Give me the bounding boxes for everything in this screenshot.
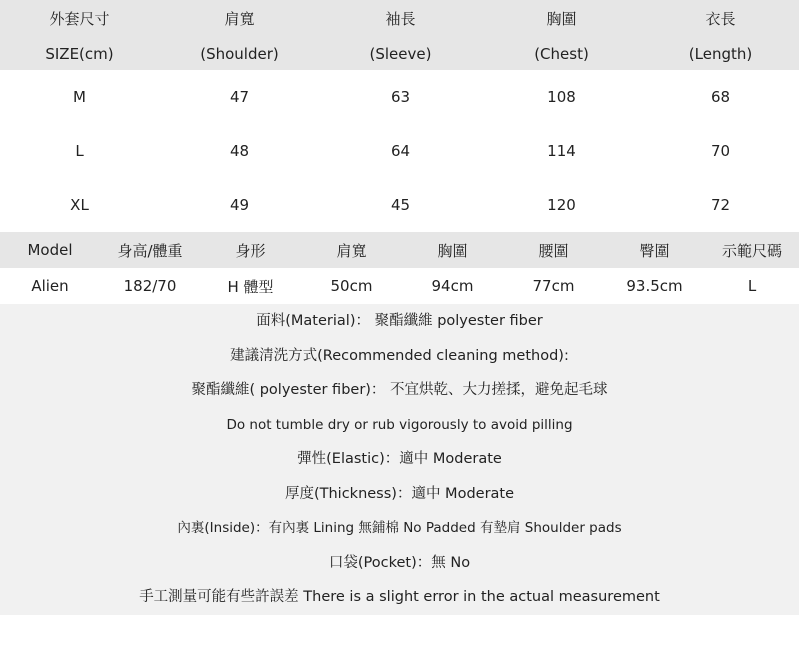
length-cell: 68 [710,88,731,106]
size-table-body [0,70,799,232]
header-hip: 臀圍 [639,241,670,260]
header-chest-en: (Chest) [534,44,589,63]
cleaning-method-line: 建議清洗方式(Recommended cleaning method): [230,347,569,364]
header-chest-zh: 胸圍 [546,10,577,28]
length-cell: 70 [710,142,731,160]
shoulder-cell: 50cm [330,277,373,295]
body-type-cell: H 體型 [227,277,274,296]
header-length-zh: 衣長 [705,10,736,28]
header-height-weight: 身高/體重 [117,241,183,260]
sleeve-cell: 64 [390,142,411,160]
sleeve-cell: 45 [390,196,411,214]
size-cell: L [75,142,84,160]
header-shoulder: 肩寬 [336,241,367,260]
shoulder-cell: 48 [229,142,250,160]
height-weight-cell: 182/70 [123,277,177,295]
model-table-body [0,268,799,304]
size-table-header [0,0,799,70]
header-sleeve-zh: 袖長 [385,10,416,28]
model-table-header [0,232,799,268]
shoulder-cell: 49 [229,196,250,214]
header-sleeve-en: (Sleeve) [369,44,432,63]
header-size-en: SIZE(cm) [45,44,114,63]
cleaning-note-en-line: Do not tumble dry or rub vigorously to avoid pilling [226,416,573,433]
header-shoulder-en: (Shoulder) [200,44,279,63]
header-size-zh: 外套尺寸 [49,10,110,28]
model-name-cell: Alien [31,277,69,295]
cleaning-note-zh-line: 聚酯纖維( polyester fiber)： 不宜烘乾、大力搓揉，避免起毛球 [191,382,608,398]
measurement-error-line: 手工測量可能有些許誤差 There is a slight error in the actual measurement [139,589,660,605]
length-cell: 72 [710,196,731,214]
table-row [0,268,799,304]
chest-cell: 120 [547,196,576,214]
product-info-block [0,304,799,615]
size-cell: XL [70,196,89,214]
size-header-row-en [0,36,799,71]
chest-cell: 114 [547,142,576,160]
header-body-type: 身形 [235,241,266,260]
inside-line: 內裏(Inside)：有內裏 Lining 無鋪棉 No Padded 有墊肩 Shoulder pads [177,520,622,536]
table-row [0,178,799,232]
shoulder-cell: 47 [229,88,250,106]
header-length-en: (Length) [688,44,753,63]
header-waist: 腰圍 [538,241,569,260]
chest-cell: 94cm [431,277,474,295]
table-row [0,124,799,178]
chest-cell: 108 [547,88,576,106]
demo-size-cell: L [747,277,757,295]
header-demo-size: 示範尺碼 [721,241,782,260]
size-header-row-zh [0,0,799,36]
sleeve-cell: 63 [390,88,411,106]
thickness-line: 厚度(Thickness)：適中 Moderate [284,485,515,502]
model-header-row [0,232,799,268]
header-shoulder-zh: 肩寬 [224,10,255,28]
material-line: 面料(Material)： 聚酯纖維 polyester fiber [256,313,543,329]
header-chest: 胸圍 [437,241,468,260]
elastic-line: 彈性(Elastic)：適中 Moderate [297,451,502,467]
hip-cell: 93.5cm [626,277,683,295]
header-model: Model [27,241,73,259]
pocket-line: 口袋(Pocket)：無 No [328,554,471,571]
table-row [0,70,799,124]
waist-cell: 77cm [532,277,575,295]
size-cell: M [73,88,86,106]
